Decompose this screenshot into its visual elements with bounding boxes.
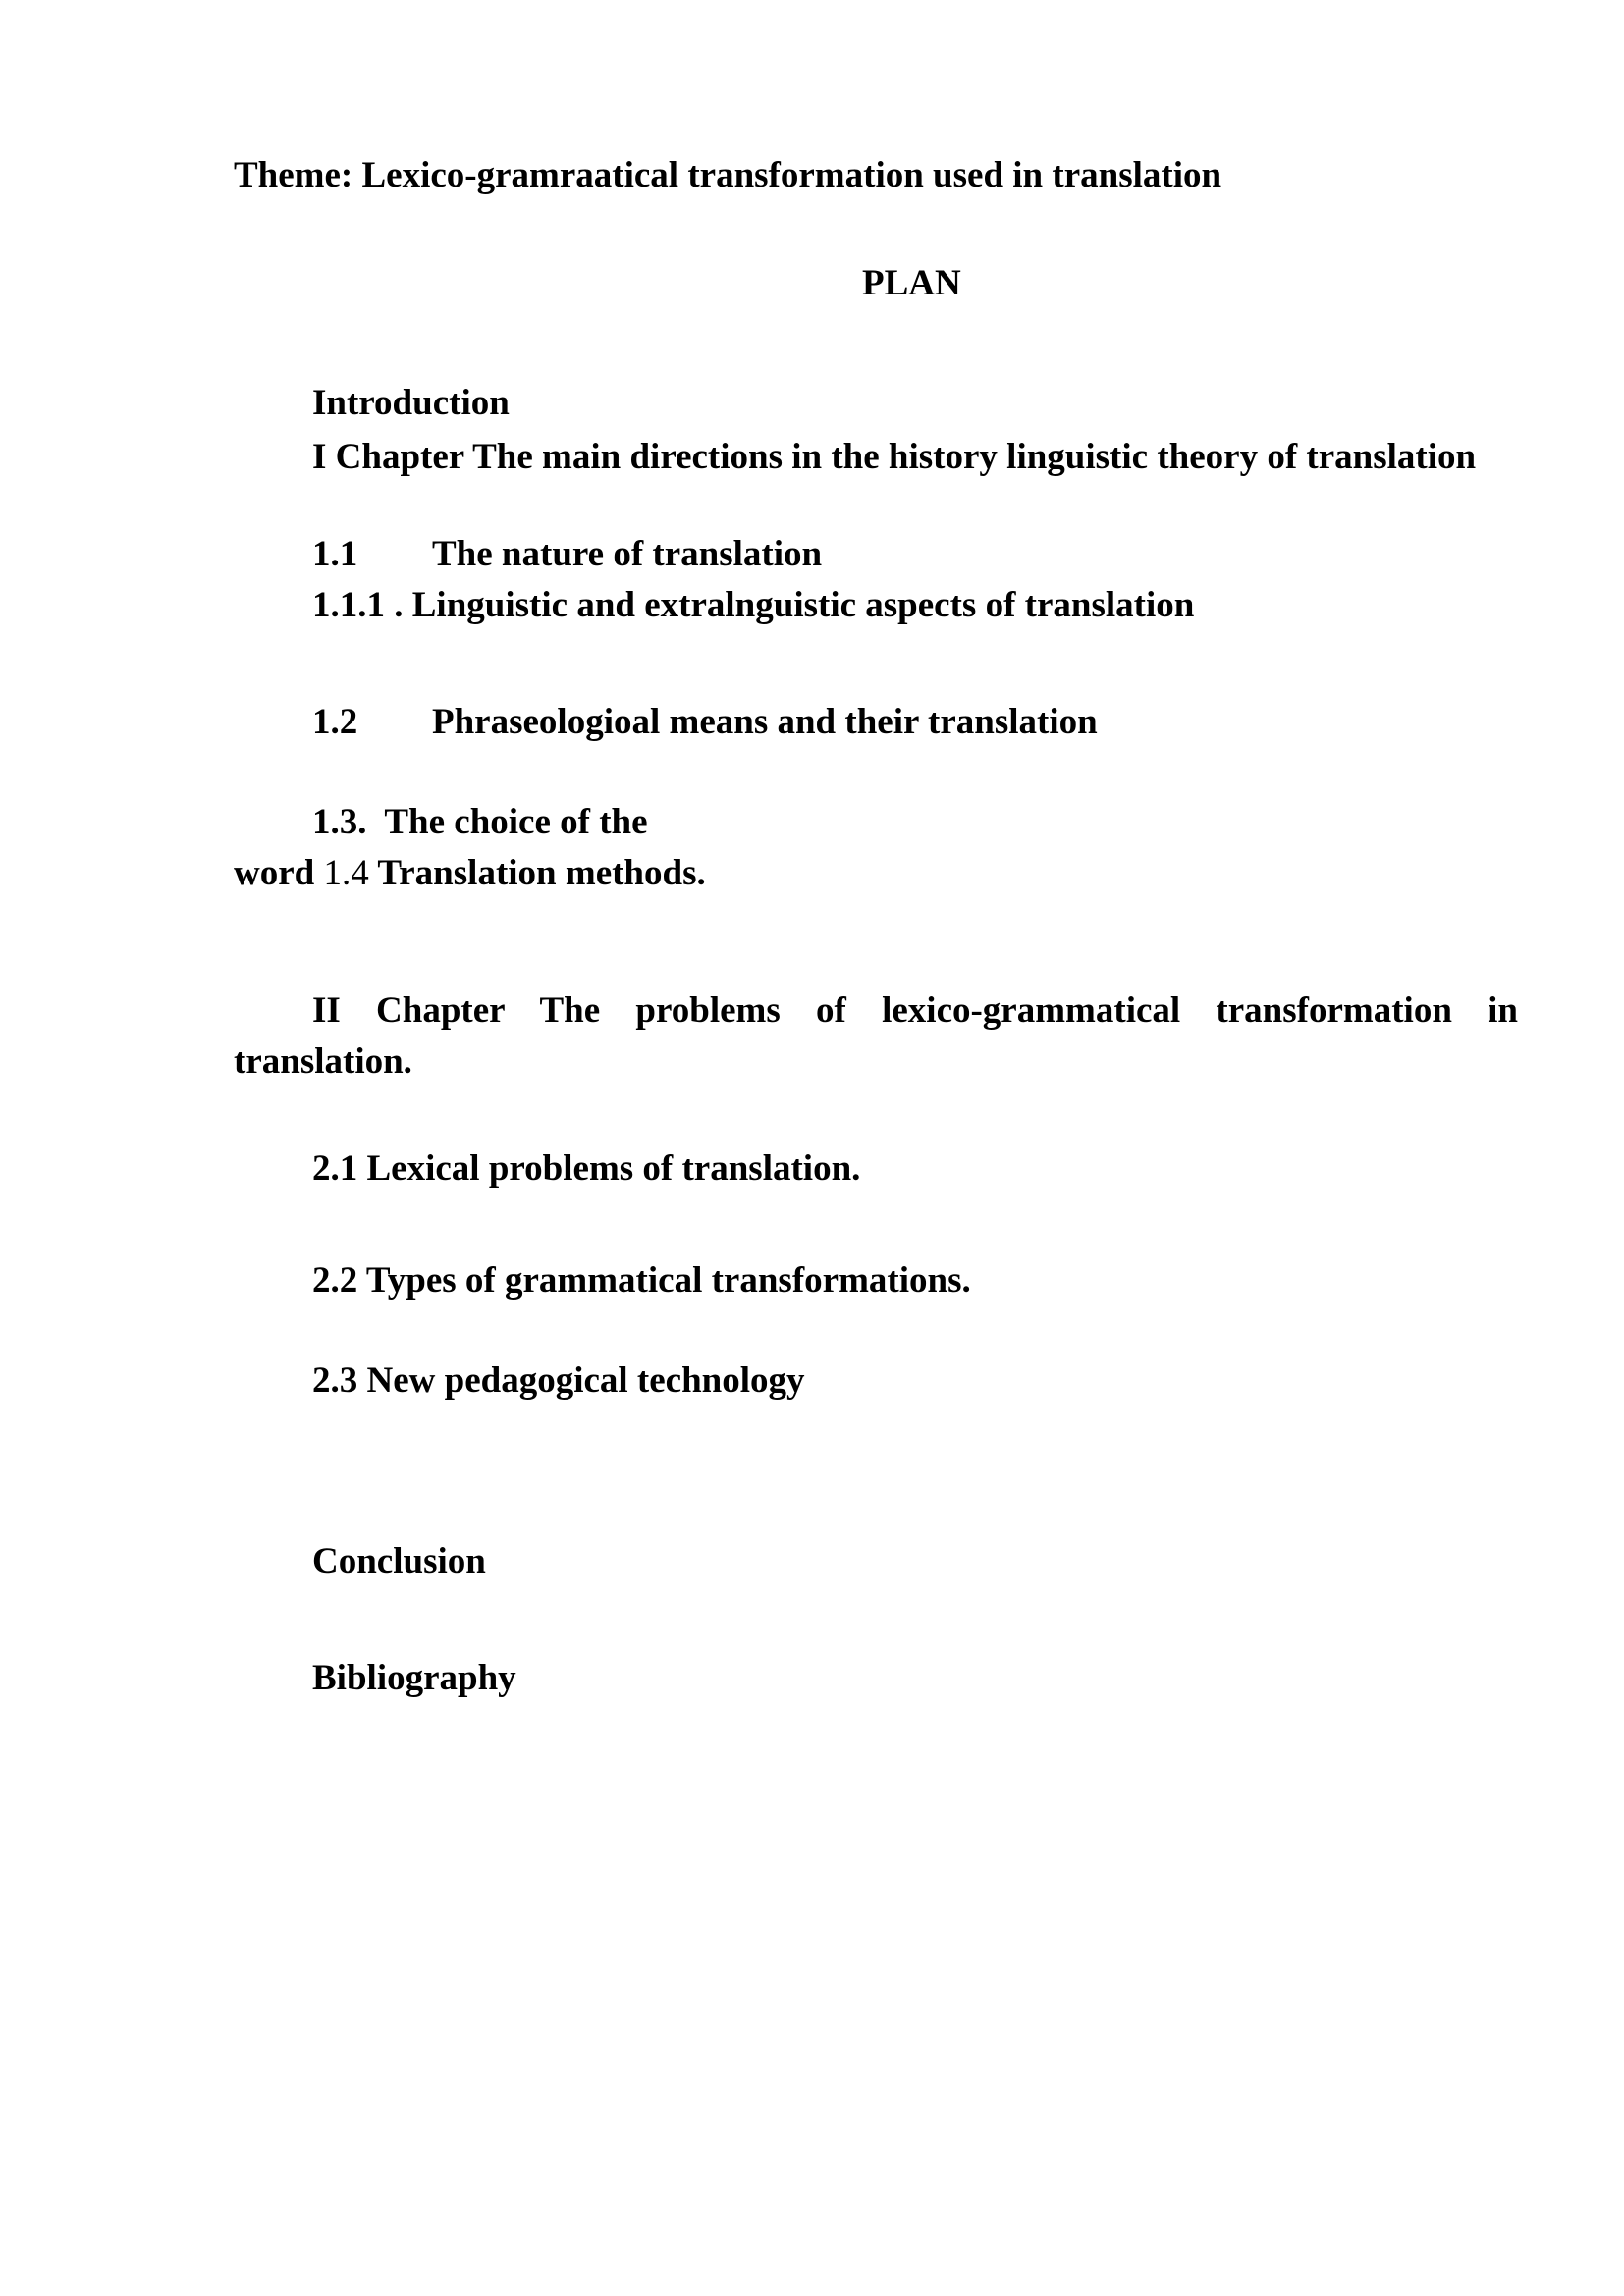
chapter-1-title: I Chapter The main directions in the history linguistic theory of translation — [312, 437, 1477, 477]
chapter-2-title: II Chapter The problems of lexico-grammatical transformation in translation. — [234, 990, 1518, 1082]
theme-title: Theme: Lexico-gramraatical transformation used in translation — [234, 155, 1222, 195]
toc-item-1-1 — [312, 534, 822, 576]
toc-item-1-4 — [234, 853, 706, 895]
bibliography-entry: Bibliography — [312, 1658, 516, 1698]
toc-item-2-3: 2.3 New pedagogical technology — [312, 1361, 805, 1401]
toc-item-number: 1.1 — [312, 534, 358, 574]
toc-item-text: The nature of translation — [432, 534, 823, 574]
conclusion-entry: Conclusion — [312, 1541, 486, 1581]
toc-item-1-3 — [312, 802, 648, 844]
toc-item-text: Translation methods. — [377, 853, 706, 893]
toc-item-1-1-1 — [312, 585, 1194, 627]
introduction-entry: Introduction — [312, 383, 510, 423]
toc-item-text: Phraseologioal means and their translation — [432, 702, 1098, 742]
toc-item-text: Linguistic and extralnguistic aspects of translation — [411, 585, 1195, 625]
plan-heading: PLAN — [862, 263, 961, 303]
toc-item-number: 1.4 — [323, 853, 369, 893]
toc-item-1-2 — [312, 702, 1098, 744]
toc-item-number: 1.1.1 . — [312, 585, 404, 625]
toc-item-text: The choice of the — [384, 802, 648, 842]
toc-item-2-1: 2.1 Lexical problems of translation. — [312, 1148, 861, 1189]
toc-item-2-2: 2.2 Types of grammatical transformations. — [312, 1260, 971, 1301]
toc-item-number: 1.3. — [312, 802, 367, 842]
toc-item-number: 1.2 — [312, 702, 358, 742]
wrapped-word: word — [234, 853, 315, 893]
